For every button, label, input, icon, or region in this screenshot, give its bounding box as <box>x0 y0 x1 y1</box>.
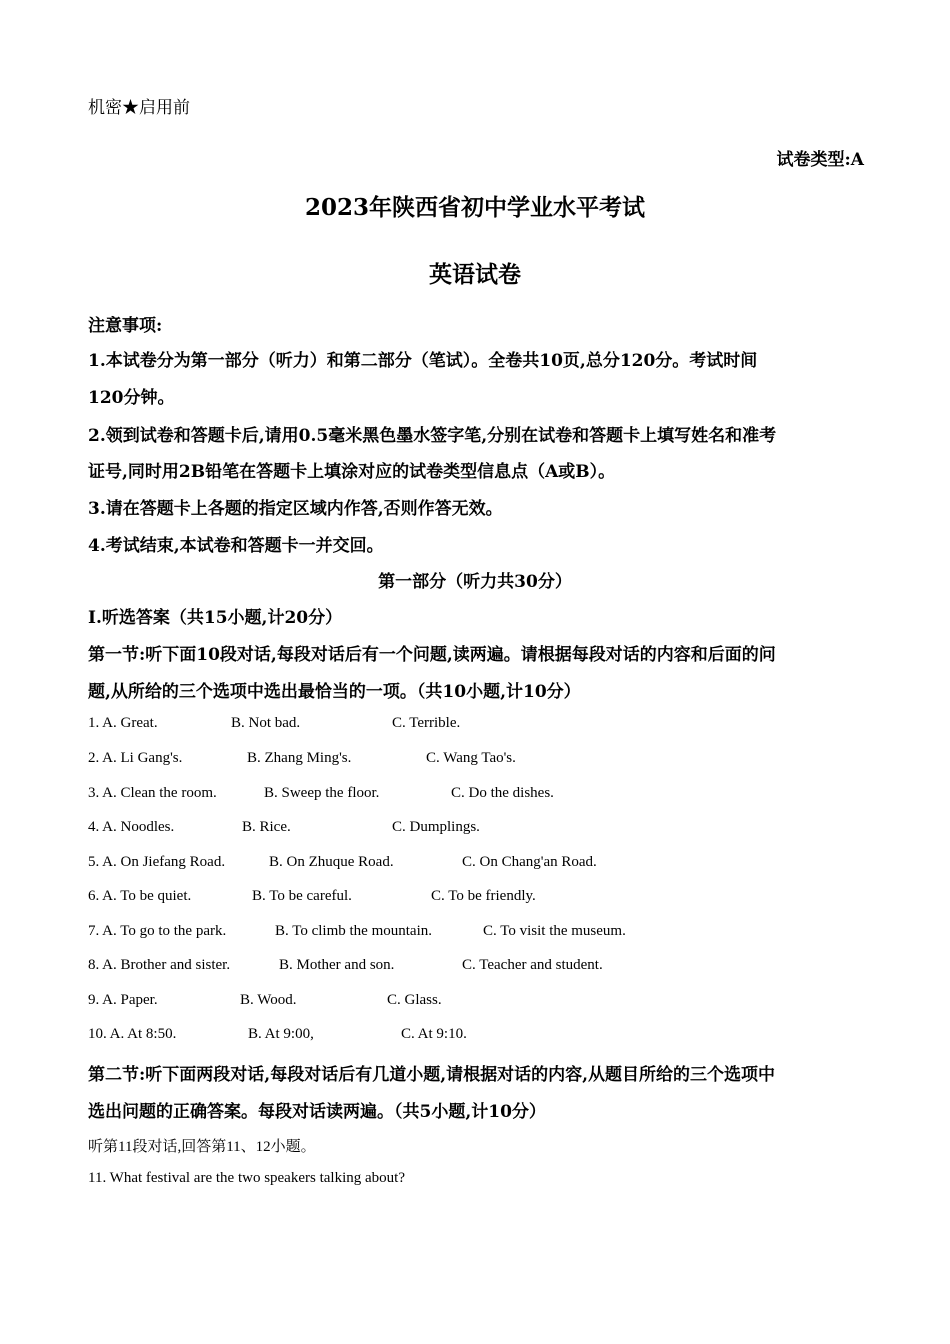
question-row-5 <box>0 854 950 874</box>
paper-type-label: 试卷类型:A <box>776 150 864 170</box>
option-c: C. Do the dishes. <box>451 785 554 801</box>
option-b: B. Sweep the floor. <box>264 785 380 801</box>
dialog-11-instruction: 听第11段对话,回答第11、12小题。 <box>88 1139 316 1155</box>
option-a: 9. A. Paper. <box>88 992 158 1008</box>
section-2-instructions-line-2: 选出问题的正确答案。每段对话读两遍。（共5小题,计10分） <box>88 1102 546 1122</box>
part-1-heading: 第一部分（听力共30分） <box>378 572 572 592</box>
question-row-3 <box>0 785 950 805</box>
option-c: C. To be friendly. <box>431 888 536 904</box>
option-c: C. On Chang'an Road. <box>462 854 597 870</box>
option-b: B. Zhang Ming's. <box>247 750 352 766</box>
option-b: B. Mother and son. <box>279 957 395 973</box>
option-a: 2. A. Li Gang's. <box>88 750 183 766</box>
option-a: 10. A. At 8:50. <box>88 1026 177 1042</box>
option-a: 8. A. Brother and sister. <box>88 957 231 973</box>
option-b: B. To be careful. <box>252 888 352 904</box>
question-row-6 <box>0 888 950 908</box>
note-1-line-1: 1.本试卷分为第一部分（听力）和第二部分（笔试）。全卷共10页,总分120分。考试时间 <box>88 351 758 371</box>
option-a: 7. A. To go to the park. <box>88 923 227 939</box>
note-4: 4.考试结束,本试卷和答题卡一并交回。 <box>88 536 384 556</box>
question-11: 11. What festival are the two speakers talking about? <box>88 1170 405 1186</box>
exam-title: 2023年陕西省初中学业水平考试 <box>304 194 645 221</box>
option-b: B. At 9:00, <box>248 1026 314 1042</box>
notes-heading: 注意事项: <box>88 316 163 336</box>
option-c: C. To visit the museum. <box>483 923 626 939</box>
option-c: C. Terrible. <box>392 715 461 731</box>
question-row-9 <box>0 992 950 1012</box>
option-b: B. On Zhuque Road. <box>269 854 394 870</box>
option-c: C. Glass. <box>387 992 442 1008</box>
option-b: B. To climb the mountain. <box>275 923 432 939</box>
option-b: B. Rice. <box>242 819 291 835</box>
section-1-instructions-line-2: 题,从所给的三个选项中选出最恰当的一项。（共10小题,计10分） <box>88 682 581 702</box>
section-2-instructions-line-1: 第二节:听下面两段对话,每段对话后有几道小题,请根据对话的内容,从题目所给的三个选项中 <box>88 1065 776 1085</box>
confidential-label: 机密★启用前 <box>88 98 190 118</box>
note-2-line-1: 2.领到试卷和答题卡后,请用0.5毫米黑色墨水签字笔,分别在试卷和答题卡上填写姓名和准考 <box>88 426 777 446</box>
option-c: C. Dumplings. <box>392 819 480 835</box>
question-row-2 <box>0 750 950 770</box>
note-2-line-2: 证号,同时用2B铅笔在答题卡上填涂对应的试卷类型信息点（A或B）。 <box>88 462 616 482</box>
option-a: 3. A. Clean the room. <box>88 785 217 801</box>
option-c: C. Wang Tao's. <box>426 750 516 766</box>
option-a: 6. A. To be quiet. <box>88 888 192 904</box>
option-b: B. Wood. <box>240 992 297 1008</box>
question-row-7 <box>0 923 950 943</box>
option-a: 5. A. On Jiefang Road. <box>88 854 226 870</box>
question-row-1 <box>0 715 950 735</box>
option-c: C. At 9:10. <box>401 1026 467 1042</box>
option-a: 1. A. Great. <box>88 715 158 731</box>
exam-subtitle: 英语试卷 <box>429 261 521 288</box>
question-row-10 <box>0 1026 950 1046</box>
note-1-line-2: 120分钟。 <box>88 388 175 408</box>
note-3: 3.请在答题卡上各题的指定区域内作答,否则作答无效。 <box>88 499 503 519</box>
option-a: 4. A. Noodles. <box>88 819 175 835</box>
section-1-instructions-line-1: 第一节:听下面10段对话,每段对话后有一个问题,读两遍。请根据每段对话的内容和后面的问 <box>88 645 776 665</box>
option-c: C. Teacher and student. <box>462 957 603 973</box>
option-b: B. Not bad. <box>231 715 301 731</box>
section-i-heading: I.听选答案（共15小题,计20分） <box>88 608 343 628</box>
question-row-8 <box>0 957 950 977</box>
question-row-4 <box>0 819 950 839</box>
